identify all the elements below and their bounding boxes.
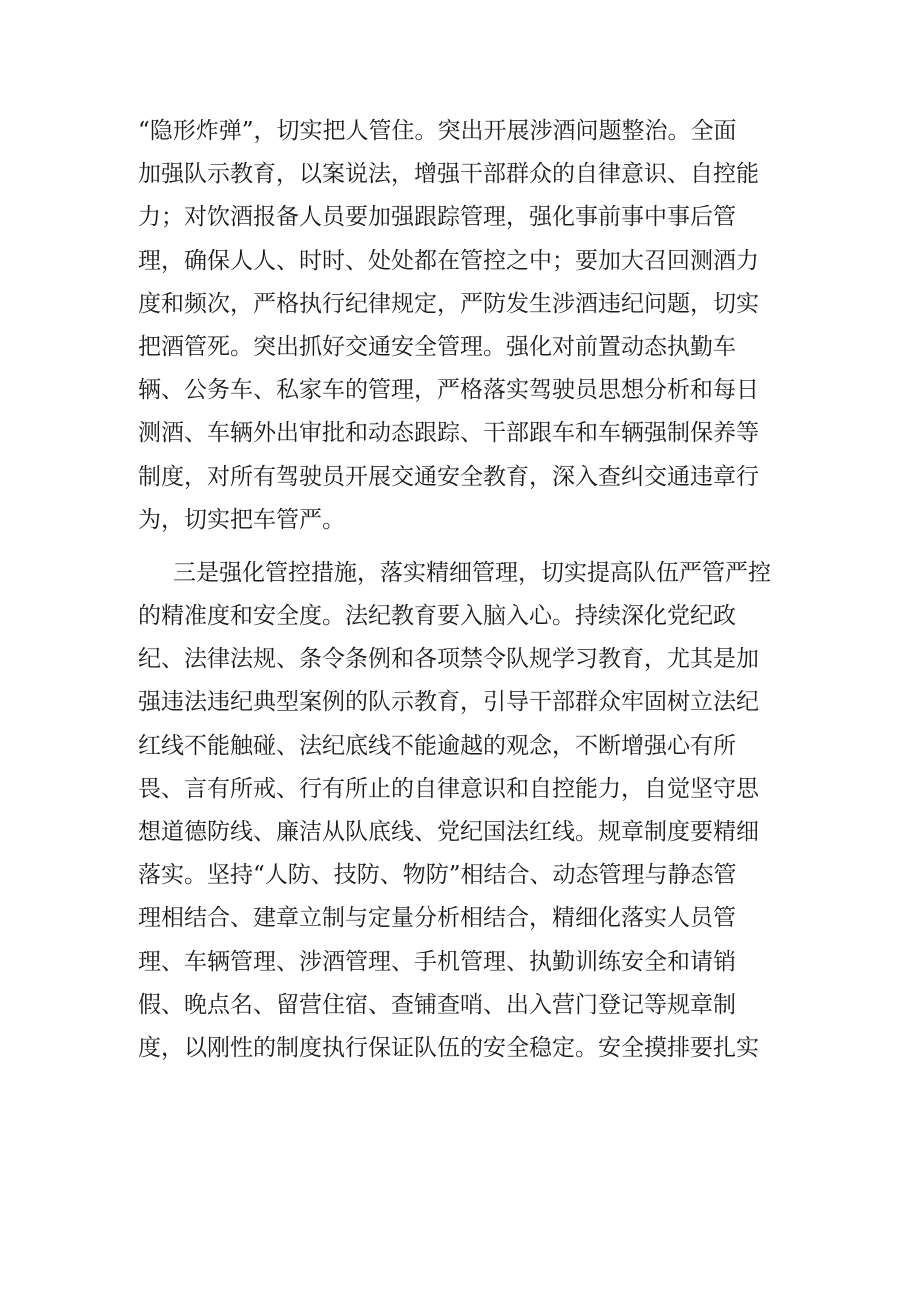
text-line: 度和频次，严格执行纪律规定，严防发生涉酒违纪问题，切实: [138, 290, 759, 317]
text-line: 测酒、车辆外出审批和动态跟踪、干部跟车和车辆强制保养等: [138, 420, 759, 447]
text-line: 制度，对所有驾驶员开展交通安全教育，深入查纠交通违章行: [138, 463, 759, 490]
text-line: 辆、公务车、私家车的管理，严格落实驾驶员思想分析和每日: [138, 377, 759, 404]
text-line: 假、晚点名、留营住宿、查铺查哨、出入营门登记等规章制: [138, 991, 736, 1018]
paragraph-spacer: [138, 542, 778, 552]
text-line: 红线不能触碰、法纪底线不能逾越的观念，不断增强心有所: [138, 732, 736, 759]
text-line: 理，确保人人、时时、处处都在管控之中；要加大召回测酒力: [138, 247, 759, 274]
paragraph-continuation: [138, 110, 778, 542]
text-line: 力；对饮酒报备人员要加强跟踪管理，强化事前事中事后管: [138, 204, 736, 231]
text-line: 理相结合、建章立制与定量分析相结合，精细化落实人员管: [138, 905, 736, 932]
text-line: 为，切实把车管严。: [138, 506, 345, 533]
text-line: 纪、法律法规、条令条例和各项禁令队规学习教育，尤其是加: [138, 646, 759, 673]
text-line: 理、车辆管理、涉酒管理、手机管理、执勤训练安全和请销: [138, 948, 736, 975]
text-line: 畏、言有所戒、行有所止的自律意识和自控能力，自觉坚守思: [138, 775, 759, 802]
text-line: 强违法违纪典型案例的队示教育，引导干部群众牢固树立法纪: [138, 689, 759, 716]
text-line: 落实。坚持“人防、技防、物防”相结合、动态管理与静态管: [138, 862, 737, 889]
text-line: “隐形炸弹”，切实把人管住。突出开展涉酒问题整治。全面: [138, 118, 737, 144]
text-line: 想道德防线、廉洁从队底线、党纪国法红线。规章制度要精细: [138, 819, 759, 845]
text-line: 三是强化管控措施，落实精细管理，切实提高队伍严管严控: [173, 559, 771, 586]
paragraph-management-measures: [138, 552, 778, 1070]
text-line: 的精准度和安全度。法纪教育要入脑入心。持续深化党纪政: [138, 603, 736, 630]
text-line: 把酒管死。突出抓好交通安全管理。强化对前置动态执勤车: [138, 333, 736, 360]
text-line: 度，以刚性的制度执行保证队伍的安全稳定。安全摸排要扎实: [138, 1034, 759, 1061]
text-line: 加强队示教育，以案说法，增强干部群众的自律意识、自控能: [138, 161, 759, 188]
document-body: [138, 110, 778, 1070]
